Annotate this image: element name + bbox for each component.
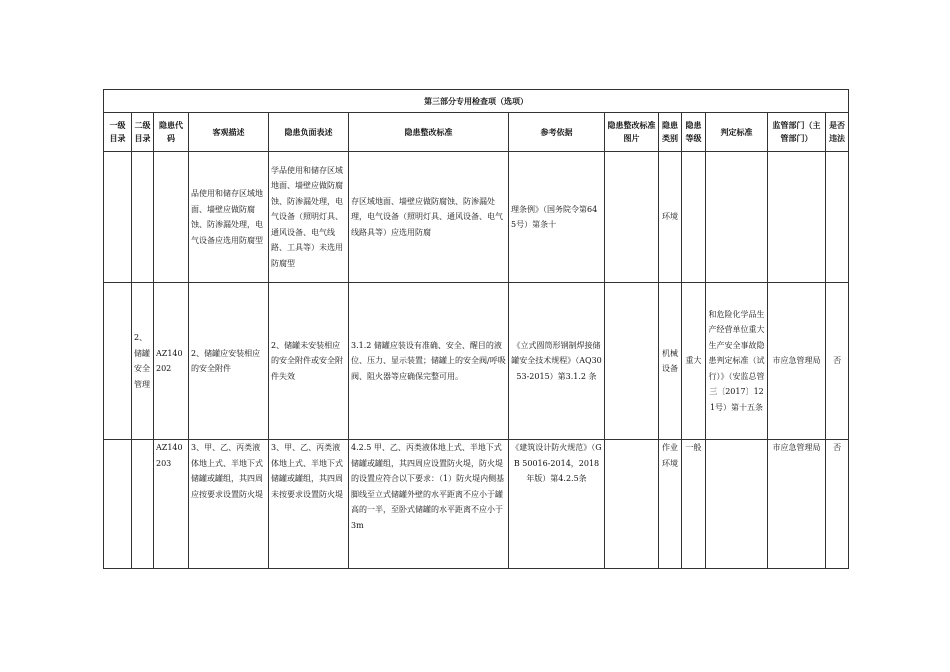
inspection-sheet — [103, 89, 848, 569]
header-negative: 隐患负面表述 — [269, 113, 349, 152]
cell-image — [605, 440, 659, 569]
cell-level1 — [104, 283, 132, 440]
cell-level1 — [104, 152, 132, 283]
header-description: 客观描述 — [189, 113, 269, 152]
cell-department: 市应急管理局 — [768, 283, 826, 440]
sheet-title: 第三部分专用检查项（选项） — [104, 90, 849, 113]
header-basis: 参考依据 — [509, 113, 605, 152]
header-row — [104, 113, 849, 152]
header-illegal: 是否违法 — [826, 113, 849, 152]
header-grade: 隐患等级 — [682, 113, 706, 152]
cell-code — [154, 152, 189, 283]
header-level2: 二级目录 — [132, 113, 154, 152]
cell-grade: 一般 — [682, 440, 706, 569]
table-row — [104, 440, 849, 569]
cell-grade — [682, 152, 706, 283]
header-department: 监管部门（主管部门） — [768, 113, 826, 152]
cell-standard: 3.1.2 储罐应装设有准确、安全、醒目的液位、压力、显示装置；储罐上的安全阀/呼吸阀、阻火器等应确保完整可用。 — [349, 283, 509, 440]
header-judgement: 判定标准 — [706, 113, 768, 152]
cell-category: 环境 — [659, 152, 682, 283]
cell-negative: 学品使用和储存区域地面、墙壁应做防腐蚀、防渗漏处理，电气设备（照明灯具、通风设备、电气线路、工具等）未选用防腐型 — [269, 152, 349, 283]
cell-description: 3、甲、乙、丙类液体地上式、半地下式储罐或罐组，其四周应按要求设置防火堤 — [189, 440, 269, 569]
table-row — [104, 152, 849, 283]
cell-illegal — [826, 152, 849, 283]
cell-description: 2、储罐应安装相应的安全附件 — [189, 283, 269, 440]
cell-image — [605, 152, 659, 283]
cell-level1 — [104, 440, 132, 569]
cell-department: 市应急管理局 — [768, 440, 826, 569]
cell-judgement — [706, 152, 768, 283]
cell-category: 机械设备 — [659, 283, 682, 440]
inspection-table — [103, 89, 849, 569]
header-standard: 隐患整改标准 — [349, 113, 509, 152]
cell-negative: 2、储罐未安装相应的安全附件或安全附件失效 — [269, 283, 349, 440]
header-level1: 一级目录 — [104, 113, 132, 152]
cell-level2 — [132, 440, 154, 569]
cell-basis: 《建筑设计防火规范》（GB 50016-2014，2018年版）第4.2.5条 — [509, 440, 605, 569]
cell-negative: 3、甲、乙、丙类液体地上式、半地下式储罐或罐组，其四周未按要求设置防火堤 — [269, 440, 349, 569]
cell-image — [605, 283, 659, 440]
cell-judgement — [706, 440, 768, 569]
cell-illegal: 否 — [826, 283, 849, 440]
header-category: 隐患类别 — [659, 113, 682, 152]
cell-code: AZ140203 — [154, 440, 189, 569]
cell-level2 — [132, 152, 154, 283]
cell-code: AZ140202 — [154, 283, 189, 440]
header-code: 隐患代码 — [154, 113, 189, 152]
cell-department — [768, 152, 826, 283]
header-image: 隐患整改标准图片 — [605, 113, 659, 152]
cell-judgement: 和危险化学品生产经营单位重大生产安全事故隐患判定标准（试行）》（安监总管三〔2017〕121号）第十五条 — [706, 283, 768, 440]
cell-standard: 存区域地面、墙壁应做防腐蚀、防渗漏处理，电气设备（照明灯具、通风设备、电气线路具等）应选用防腐 — [349, 152, 509, 283]
table-row — [104, 283, 849, 440]
cell-basis: 理条例》（国务院令第645号）第条十 — [509, 152, 605, 283]
cell-standard: 4.2.5 甲、乙、丙类液体地上式、半地下式储罐或罐组，其四周应设置防火堤，防火堤的设置应符合以下要求：（1）防火堤内侧基脚线至立式储罐外壁的水平距离不应小于罐高的一半，至卧式储罐的水平距离不应小于3m — [349, 440, 509, 569]
cell-description: 品使用和储存区域地面、墙壁应做防腐蚀、防渗漏处理，电气设备应选用防腐型 — [189, 152, 269, 283]
cell-category: 作业环境 — [659, 440, 682, 569]
cell-basis: 《立式圆筒形钢制焊接储罐安全技术规程》（AQ3053-2015）第3.1.2 条 — [509, 283, 605, 440]
cell-level2: 2、储罐安全管理 — [132, 283, 154, 440]
cell-illegal: 否 — [826, 440, 849, 569]
cell-grade: 重大 — [682, 283, 706, 440]
